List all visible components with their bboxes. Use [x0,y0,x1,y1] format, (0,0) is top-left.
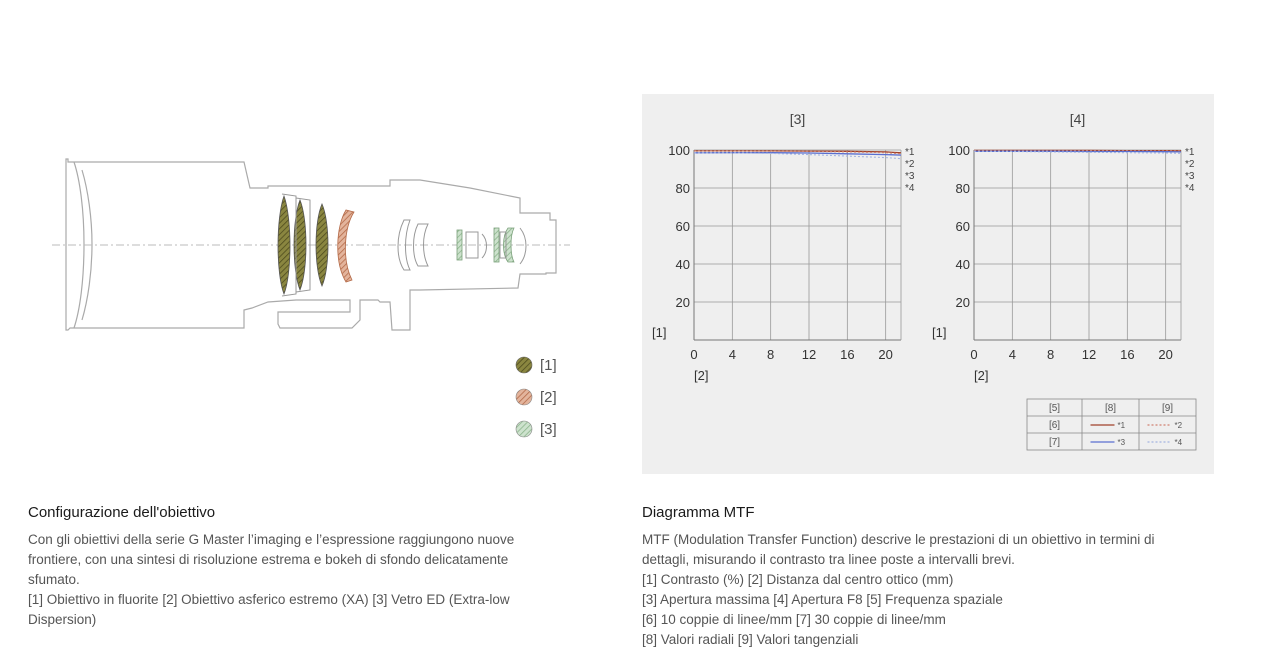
line-marker: *2 [905,159,915,170]
y-tick-label: 20 [675,295,690,310]
legend-item-ed [516,421,557,438]
x-axis-label: [2] [694,368,709,383]
mtf-charts [642,94,1214,474]
lens-description: Con gli obiettivi della serie G Master l’imaging e l’espressione raggiungono nuove frontiere, con una sintesi di risoluzione estrema e bokeh di sfondo delicatamente sfumato. [28,532,515,587]
legend-label-2: [2] [540,389,557,406]
lens-configuration-diagram [0,140,600,450]
mtf-key-line-3: [6] 10 coppie di linee/mm [7] 30 coppie di linee/mm [642,612,946,627]
x-tick-label: 20 [1158,347,1173,362]
x-axis-label: [2] [974,368,989,383]
mtf-key-line-2: [3] Apertura massima [4] Apertura F8 [5] Frequenza spaziale [642,592,1003,607]
mtf-description: MTF (Modulation Transfer Function) descrive le prestazioni di un obiettivo in termini di dettagli, misurando il contrasto tra linee poste a intervalli brevi. [642,532,1155,567]
mtf-line-series-3 [694,153,901,155]
x-tick-label: 16 [840,347,855,362]
chart-1-title: [3] [789,111,806,127]
x-tick-label: 4 [728,347,736,362]
y-tick-label: 100 [948,143,970,158]
mtf-key-line-1: [1] Contrasto (%) [2] Distanza dal centro ottico (mm) [642,572,954,587]
line-marker: *2 [1185,159,1195,170]
mtf-title: Diagramma MTF [642,504,755,521]
table-header-cell: [5] [1048,403,1061,414]
y-axis-label: [1] [652,325,667,340]
lens-configuration-caption [28,504,538,630]
table-line-marker: *3 [1117,438,1126,447]
y-tick-label: 20 [955,295,970,310]
legend-label-3: [3] [540,421,557,438]
fluorite-elements [278,196,328,294]
lens-legend-description: [1] Obiettivo in fluorite [2] Obiettivo asferico estremo (XA) [3] Vetro ED (Extra-low Dispersion) [28,592,510,627]
legend-item-xa [516,389,557,406]
y-tick-label: 60 [675,219,690,234]
mtf-caption [642,504,1182,650]
legend-label-1: [1] [540,357,557,374]
x-tick-label: 20 [878,347,893,362]
line-marker: *4 [905,183,915,194]
x-tick-label: 0 [690,347,698,362]
y-tick-label: 60 [955,219,970,234]
table-header-cell: [9] [1161,403,1174,414]
line-marker: *4 [1185,183,1195,194]
line-marker: *3 [905,171,915,182]
xa-elements [338,210,354,282]
y-tick-label: 100 [668,143,690,158]
lens-legend [516,357,557,438]
x-tick-label: 8 [767,347,775,362]
x-tick-label: 12 [801,347,817,362]
chart-2-title: [4] [1069,111,1086,127]
x-tick-label: 4 [1008,347,1016,362]
table-line-marker: *4 [1174,438,1183,447]
x-tick-label: 12 [1081,347,1097,362]
legend-item-fluorite [516,357,557,374]
y-tick-label: 40 [955,257,970,272]
y-tick-label: 80 [675,181,690,196]
table-line-marker: *2 [1174,421,1183,430]
line-marker: *1 [905,147,915,158]
line-marker: *1 [1185,147,1195,158]
x-tick-label: 8 [1047,347,1055,362]
table-row-label: [7] [1048,437,1061,448]
mtf-chart-panel [642,94,1214,474]
x-tick-label: 0 [970,347,978,362]
table-header-cell: [8] [1104,403,1117,414]
y-tick-label: 80 [955,181,970,196]
mtf-line-series-3 [974,151,1181,152]
table-line-marker: *1 [1117,421,1126,430]
y-axis-label: [1] [932,325,947,340]
lens-configuration-title: Configurazione dell'obiettivo [28,504,216,521]
mtf-key-line-4: [8] Valori radiali [9] Valori tangenziali [642,632,859,647]
table-row-label: [6] [1048,420,1061,431]
line-marker: *3 [1185,171,1195,182]
y-tick-label: 40 [675,257,690,272]
x-tick-label: 16 [1120,347,1135,362]
